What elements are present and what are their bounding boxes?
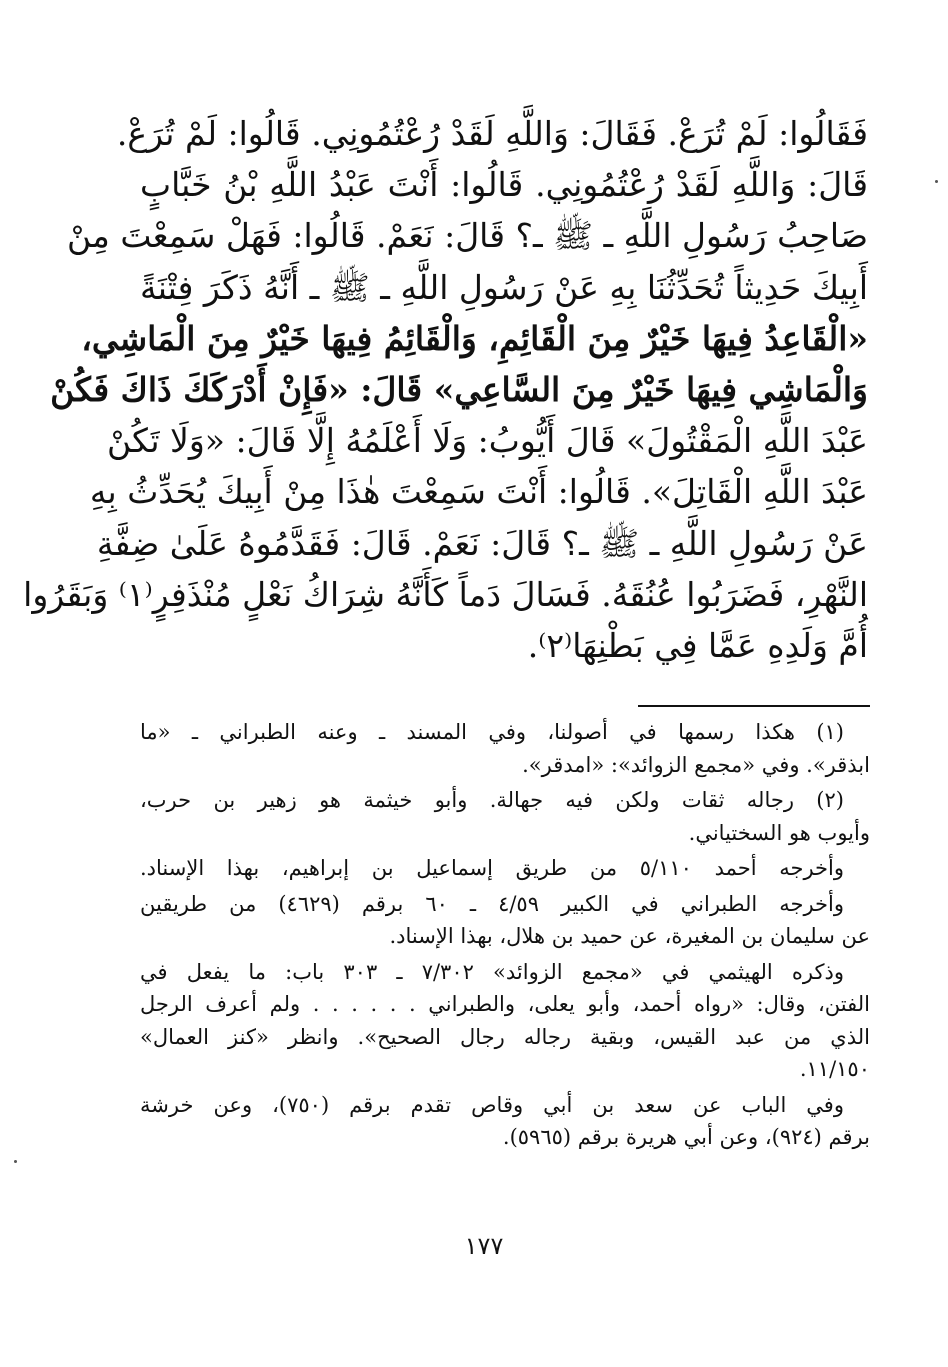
footnote-2	[140, 784, 870, 849]
footnote-line: وأخرجه الطبراني في الكبير ٤/٥٩ ـ ٦٠ برقم (٤٦٢٩) من طريقين	[140, 891, 844, 916]
main-text-line: وَالْمَاشِي فِيهَا خَيْرٌ مِنَ السَّاعِي» قَالَ: «فَإِنْ أَدْرَكَكَ ذَاكَ فَكُنْ	[50, 370, 868, 410]
main-text-line: عَبْدَ اللَّهِ الْمَقْتُولَ» قَالَ أَيُّوبُ: وَلَا أَعْلَمُهُ إِلَّا قَالَ: «وَلَا تَكُنْ	[107, 421, 868, 461]
footnote-line: ابذقر». وفي «مجمع الزوائد»: «امدقر».	[522, 752, 870, 777]
main-text-line: أَبِيكَ حَدِيثاً تُحَدِّثُنَا بِهِ عَنْ رَسُولِ اللَّهِ ـ ﷺ ـ أَنَّهُ ذَكَرَ فِتْنَةً	[140, 267, 868, 307]
footnote-line: (٢) رجاله ثقات ولكن فيه جهالة. وأبو خيثمة هو زهير بن حرب،	[140, 788, 844, 812]
main-text-line: عَنْ رَسُولِ اللَّهِ ـ ﷺ ـ؟ قَالَ: نَعَمْ. قَالَ: فَقَدَّمُوهُ عَلَىٰ ضِفَّةِ	[96, 523, 868, 563]
footnote-line: وأيوب هو السختياني.	[688, 820, 870, 845]
main-text	[23, 108, 868, 671]
footnote-line: وذكره الهيثمي في «مجمع الزوائد» ٧/٣٠٢ ـ ٣٠٣ باب: ما يفعل في	[140, 959, 844, 984]
main-text-line: أُمَّ وَلَدِهِ عَمَّا فِي بَطْنِهَا⁽٢⁾.	[527, 626, 868, 666]
main-text-line: قَالَ: وَاللَّهِ لَقَدْ رُعْتُمُونِي. قَالُوا: أَنْتَ عَبْدُ اللَّهِ بْنُ خَبَّابٍ	[140, 165, 868, 205]
footnote-paragraph	[140, 852, 870, 885]
footnote-line: الفتن، وقال: «رواه أحمد، وأبو يعلى، والطبراني . . . . . . ولم أعرف الرجل	[140, 992, 870, 1016]
footnote-line: ١١/١٥٠.	[799, 1057, 870, 1081]
footnote-line: برقم (٩٢٤)، وعن أبي هريرة برقم (٥٩٦٥).	[502, 1125, 870, 1149]
scan-speck	[14, 1160, 17, 1163]
footnote-paragraph	[140, 956, 870, 1086]
footnote-line: الذي من عبد القيس، وبقية رجاله رجال الصحيح». وانظر «كنز العمال»	[140, 1024, 870, 1049]
footnote-line: وأخرجه أحمد ٥/١١٠ من طريق إسماعيل بن إبراهيم، بهذا الإسناد.	[140, 856, 844, 880]
main-text-line: النَّهْرِ، فَضَرَبُوا عُنُقَهُ. فَسَالَ دَماً كَأَنَّهُ شِرَاكُ نَعْلٍ مُنْذَفِرٍ⁽١⁾ وَبَقَرُوا	[23, 574, 868, 614]
footnotes	[140, 716, 870, 1157]
footnote-line: وفي الباب عن سعد بن أبي وقاص تقدم برقم (٧٥٠)، وعن خرشة	[140, 1092, 844, 1117]
footnote-paragraph	[140, 1089, 870, 1154]
main-text-line: «الْقَاعِدُ فِيهَا خَيْرٌ مِنَ الْقَائِمِ، وَالْقَائِمُ فِيهَا خَيْرٌ مِنَ الْمَاشِي،	[81, 318, 868, 358]
footnote-separator	[638, 705, 870, 707]
footnote-line: عن سليمان بن المغيرة، عن حميد بن هلال، بهذا الإسناد.	[389, 924, 870, 948]
footnote-1	[140, 716, 870, 781]
page-number: ١٧٧	[464, 1232, 504, 1260]
footnote-line: (١) هكذا رسمها في أصولنا، وفي المسند ـ وعنه الطبراني ـ «ما	[140, 720, 844, 744]
main-text-line: عَبْدَ اللَّهِ الْقَاتِلَ». قَالُوا: أَنْتَ سَمِعْتَ هٰذَا مِنْ أَبِيكَ يُحَدِّثُ بِهِ	[89, 472, 868, 512]
main-text-line: فَقَالُوا: لَمْ تُرَعْ. فَقَالَ: وَاللَّهِ لَقَدْ رُعْتُمُونِي. قَالُوا: لَمْ تُرَعْ.	[116, 114, 868, 153]
scan-speck	[935, 180, 938, 183]
footnote-paragraph	[140, 888, 870, 953]
main-text-line: صَاحِبُ رَسُولِ اللَّهِ ـ ﷺ ـ؟ قَالَ: نَعَمْ. قَالُوا: فَهَلْ سَمِعْتَ مِنْ	[67, 216, 868, 256]
